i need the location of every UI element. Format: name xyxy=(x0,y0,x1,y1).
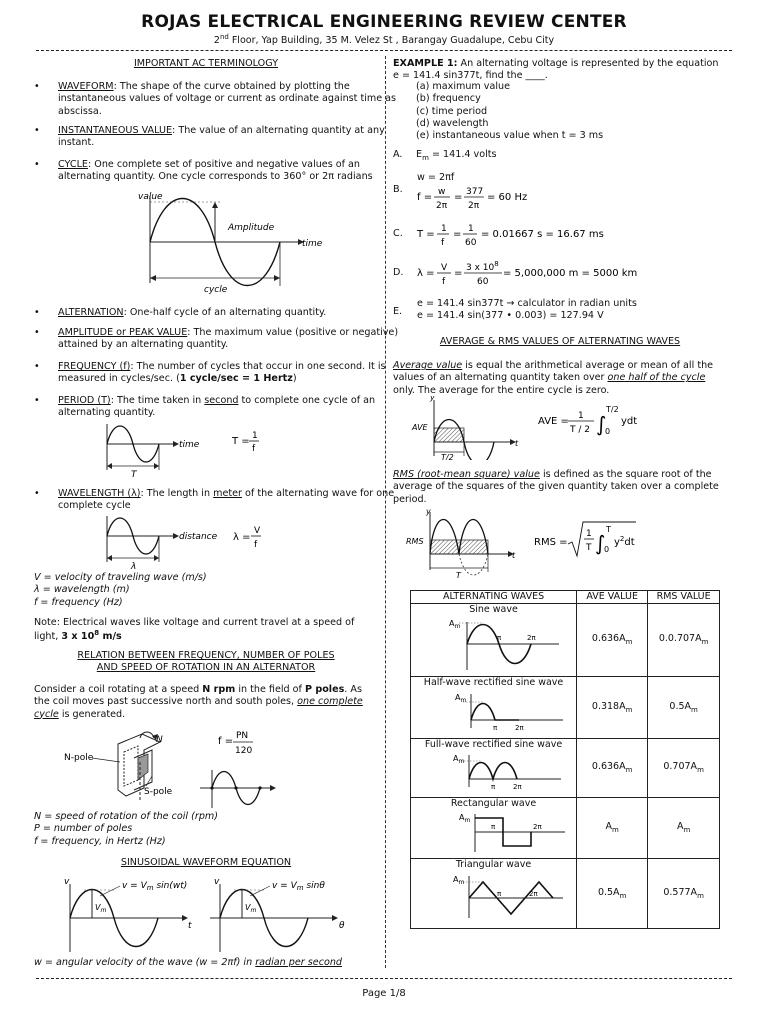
svg-text:Am: $A_m$ xyxy=(452,753,464,765)
svg-text:ydt: ydt xyxy=(621,416,638,427)
col-header-waves: ALTERNATING WAVES xyxy=(411,591,577,604)
svg-text:distance: distance xyxy=(179,532,218,542)
sinusoidal-equation-figure xyxy=(60,874,360,956)
svg-text:y2dt: $y^2dt$ xyxy=(614,535,635,548)
full-wave-icon xyxy=(419,751,569,793)
svg-text:f: f xyxy=(254,540,258,550)
answer-b-label: B. xyxy=(393,184,403,195)
svg-text:Am: $A_m$ xyxy=(452,874,464,886)
axis-label-value: value xyxy=(138,192,163,202)
rectangular-wave-icon xyxy=(419,810,569,854)
term-waveform: • WAVEFORM: The shape of the curve obtained by plotting the instantaneous values of voltage or current as ordinate against time as abscissa. xyxy=(34,81,402,118)
svg-text:Am: $A_m$ xyxy=(448,619,460,631)
svg-text:λ =: λ = xyxy=(233,532,251,543)
sine-wave-cell: Sine wave $A_m$ π 2π xyxy=(411,604,577,677)
svg-text:T/2: T/2 xyxy=(441,453,454,460)
axis-label-time: time xyxy=(302,239,323,249)
speed-of-light-note: Note: Electrical waves like voltage and current travel at a speed of light, 3 x $10^8$ m/s xyxy=(34,617,355,643)
answer-e: e = 141.4 sin377t → calculator in radian units e = 141.4 sin(377 • 0.003) = 127.94 V xyxy=(417,298,637,322)
term-period: • PERIOD (T): The time taken in second to complete one cycle of an alternating quantity. xyxy=(34,395,402,420)
full-wave-rms: $0.707A_m$ xyxy=(648,738,720,797)
svg-text:AVE =: AVE = xyxy=(538,416,569,427)
svg-text:3 x 108: 3 x $10^8$ xyxy=(466,260,499,273)
answer-c-label: C. xyxy=(393,228,403,239)
svg-text:T: T xyxy=(131,470,137,480)
svg-text:377: 377 xyxy=(466,187,484,197)
sine-rms: $0.0.707A_m$ xyxy=(648,604,720,677)
svg-text:y: y xyxy=(426,508,431,516)
answer-a-label: A. xyxy=(393,149,403,160)
svg-text:2π: 2π xyxy=(436,201,448,211)
svg-text:Vm: $V_m$ xyxy=(245,903,257,914)
svg-text:0: 0 xyxy=(604,545,610,554)
triangular-rms: $0.577A_m$ xyxy=(648,859,720,928)
svg-text:π: π xyxy=(492,723,497,732)
svg-text:RMS: RMS xyxy=(406,537,424,546)
example-1: EXAMPLE 1: An alternating voltage is represented by the equation e = 141.4 sin377t, find the ____. xyxy=(393,58,719,82)
average-value-paragraph: Average value is equal the arithmetical average or mean of all the values of an alternating quantity taken over one half of the cycle only. The average for the entire cycle is zero. xyxy=(393,360,714,396)
svg-text:Am: $A_m$ xyxy=(458,813,470,825)
term-wavelength: • WAVELENGTH (λ): The length in meter of the alternating wave for one complete cycle xyxy=(34,488,402,513)
term-cycle: • CYCLE: One complete set of positive and negative values of an alternating quantity. One cycle corresponds to 360° or 2π radians xyxy=(34,159,402,184)
col-header-rms: RMS VALUE xyxy=(648,591,720,604)
svg-text:= 5,000,000 m = 5000 km: = 5,000,000 m = 5000 km xyxy=(503,268,638,279)
answer-d-formula xyxy=(414,258,654,288)
cycle-waveform-figure xyxy=(120,188,340,298)
page-title: ROJAS ELECTRICAL ENGINEERING REVIEW CENTER xyxy=(141,12,627,32)
velocity-definitions: V = velocity of traveling wave (m/s) λ = wavelength (m) f = frequency (Hz) xyxy=(34,572,207,608)
triangular-ave: $0.5A_m$ xyxy=(577,859,648,928)
rms-value-paragraph: RMS (root-mean square) value is defined as the square root of the average of the squares of the given quantity taken over a complete period. xyxy=(393,469,719,505)
sine-ave: $0.636A_m$ xyxy=(577,604,648,677)
svg-text:θ: θ xyxy=(339,921,345,931)
svg-text:T / 2: T / 2 xyxy=(570,425,590,435)
svg-text:π: π xyxy=(490,823,495,832)
svg-text:N: N xyxy=(156,735,163,745)
half-wave-icon xyxy=(419,690,569,734)
svg-text:w: w xyxy=(438,187,446,197)
rectangular-wave-cell: Rectangular wave $A_m$ π 2π xyxy=(411,798,577,859)
term-amplitude: • AMPLITUDE or PEAK VALUE: The maximum value (positive or negative) attained by an alternating quantity. xyxy=(34,327,402,352)
svg-text:v: v xyxy=(64,877,70,887)
svg-text:t: t xyxy=(512,551,516,560)
term-alternation: • ALTERNATION: One-half cycle of an alternating quantity. xyxy=(34,307,402,319)
answer-c-formula xyxy=(414,220,634,248)
svg-text:2π: 2π xyxy=(528,889,538,898)
svg-text:Am: $A_m$ xyxy=(454,692,466,704)
svg-text:=: = xyxy=(454,192,463,203)
table-row xyxy=(411,677,720,738)
svg-text:AVE: AVE xyxy=(412,423,428,432)
svg-text:2π: 2π xyxy=(514,723,524,732)
svg-text:= 0.01667 s = 16.67 ms: = 0.01667 s = 16.67 ms xyxy=(481,229,604,240)
svg-text:f: f xyxy=(252,444,256,454)
svg-text:t: t xyxy=(188,921,192,931)
page-number: Page 1/8 xyxy=(362,988,406,999)
svg-text:1: 1 xyxy=(441,224,447,234)
svg-text:y: y xyxy=(430,396,435,402)
svg-text:λ =: λ = xyxy=(417,268,435,279)
svg-text:f: f xyxy=(442,277,446,287)
svg-text:1: 1 xyxy=(468,224,474,234)
bottom-divider xyxy=(36,978,732,979)
svg-text:v: v xyxy=(214,877,220,887)
svg-text:time: time xyxy=(179,440,200,450)
table-row xyxy=(411,604,720,677)
svg-text:V: V xyxy=(441,263,448,273)
svg-text:2π: 2π xyxy=(526,634,536,643)
svg-text:N-pole: N-pole xyxy=(64,753,94,763)
svg-text:=: = xyxy=(454,268,463,279)
svg-text:Vm: $V_m$ xyxy=(95,903,107,914)
section-heading-sinusoidal: SINUSOIDAL WAVEFORM EQUATION xyxy=(120,857,292,868)
table-row xyxy=(411,859,720,928)
full-wave-ave: $0.636A_m$ xyxy=(577,738,648,797)
table-header-row xyxy=(411,591,720,604)
half-wave-cell: Half-wave rectified sine wave $A_m$ π 2π xyxy=(411,677,577,738)
svg-text:= 60 Hz: = 60 Hz xyxy=(487,192,528,203)
svg-text:∫: ∫ xyxy=(596,412,607,436)
svg-text:f: f xyxy=(441,238,445,248)
rotation-definitions: N = speed of rotation of the coil (rpm) P = number of poles f = frequency, in Hertz (Hz) xyxy=(34,811,219,847)
table-row xyxy=(411,798,720,859)
rms-value-figure xyxy=(404,508,664,582)
svg-text:v = Vm sinθ: $v = V_m$ sinθ xyxy=(272,881,325,892)
svg-text:∫: ∫ xyxy=(595,531,606,555)
svg-text:λ: λ xyxy=(131,562,137,572)
cycle-label: cycle xyxy=(204,285,228,295)
svg-text:T: T xyxy=(586,543,592,553)
svg-text:60: 60 xyxy=(477,277,489,287)
svg-text:f =: f = xyxy=(417,192,433,203)
term-instantaneous-value: • INSTANTANEOUS VALUE: The value of an alternating quantity at any instant. xyxy=(34,125,402,150)
svg-text:π: π xyxy=(496,889,501,898)
svg-text:T/2: T/2 xyxy=(606,405,619,414)
col-header-ave: AVE VALUE xyxy=(577,591,648,604)
svg-text:V: V xyxy=(254,526,261,536)
angular-velocity-definition: w = angular velocity of the wave (w = 2πf) in radian per second xyxy=(34,957,343,968)
term-frequency: • FREQUENCY (f): The number of cycles that occur in one second. It is measured in cycles/sec. (1 cycle/sec = 1 Hertz) xyxy=(34,361,402,386)
average-value-figure xyxy=(408,396,658,460)
svg-text:T: T xyxy=(606,525,611,534)
svg-text:2π: 2π xyxy=(532,823,542,832)
answer-b-w: w = 2πf xyxy=(417,172,455,183)
top-divider xyxy=(36,50,732,51)
answer-a: $E_m = 141.4$ volts xyxy=(416,149,497,162)
half-wave-rms: $0.5A_m$ xyxy=(648,677,720,738)
svg-text:f =: f = xyxy=(218,736,234,747)
svg-text:1: 1 xyxy=(252,431,258,441)
svg-text:1: 1 xyxy=(586,529,592,539)
svg-text:=: = xyxy=(453,229,462,240)
sine-wave-icon xyxy=(419,616,569,672)
svg-text:120: 120 xyxy=(235,746,253,756)
svg-text:S-pole: S-pole xyxy=(144,787,173,797)
answer-d-label: D. xyxy=(393,267,404,278)
coil-paragraph: Consider a coil rotating at a speed N rpm in the field of P poles. As the coil moves past successive north and south poles, one complete cycle is generated. xyxy=(34,684,363,720)
svg-text:T: T xyxy=(456,571,461,580)
section-heading-relation: RELATION BETWEEN FREQUENCY, NUMBER OF POLES AND SPEED OF ROTATION IN AN ALTERNATOR xyxy=(77,650,335,674)
alternating-waves-table xyxy=(410,590,720,929)
rectangular-ave: $A_m$ xyxy=(577,798,648,859)
section-heading-ave-rms: AVERAGE & RMS VALUES OF ALTERNATING WAVES xyxy=(439,336,681,347)
svg-text:T =: T = xyxy=(232,436,250,447)
svg-text:1: 1 xyxy=(578,411,584,421)
svg-text:0: 0 xyxy=(605,427,611,436)
triangular-wave-cell: Triangular wave $A_m$ π 2π xyxy=(411,859,577,928)
svg-text:v = Vm sin(wt): $v = V_m$ sin(wt) xyxy=(122,881,188,892)
amplitude-label: Amplitude xyxy=(228,223,275,233)
rectangular-rms: $A_m$ xyxy=(648,798,720,859)
wavelength-figure xyxy=(95,514,275,572)
svg-text:T =: T = xyxy=(417,229,435,240)
svg-text:π: π xyxy=(490,782,495,791)
address: 2nd Floor, Yap Building, 35 M. Velez St , Barangay Guadalupe, Cebu City xyxy=(213,33,555,47)
svg-text:PN: PN xyxy=(236,731,249,741)
answer-e-label: E. xyxy=(393,306,403,317)
full-wave-cell: Full-wave rectified sine wave $A_m$ π 2π xyxy=(411,738,577,797)
svg-text:2π: 2π xyxy=(512,782,522,791)
svg-text:RMS =: RMS = xyxy=(534,537,568,548)
svg-text:t: t xyxy=(515,439,519,448)
svg-text:2π: 2π xyxy=(468,201,480,211)
svg-text:π: π xyxy=(496,634,501,643)
svg-text:60: 60 xyxy=(465,238,477,248)
half-wave-ave: $0.318A_m$ xyxy=(577,677,648,738)
triangular-wave-icon xyxy=(419,872,569,924)
answer-b-formula xyxy=(414,184,554,212)
section-heading-ac-terminology: IMPORTANT AC TERMINOLOGY xyxy=(133,58,279,69)
table-row xyxy=(411,738,720,797)
period-figure xyxy=(95,420,275,482)
alternator-figure xyxy=(60,728,360,812)
example-1-items: (a) maximum value (b) frequency (c) time period (d) wavelength (e) instantaneous value when t = 3 ms xyxy=(416,81,604,142)
